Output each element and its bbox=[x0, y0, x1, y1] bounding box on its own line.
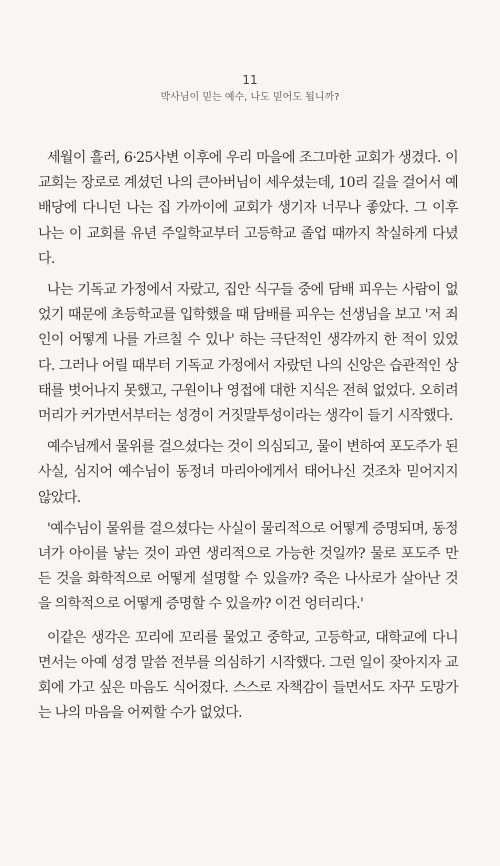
paragraph-4: '예수님이 물위를 걸으셨다는 사실이 물리적으로 어떻게 증명되며, 동정녀가 아이를 낳는 것이 과연 생리적으로 가능한 것일까? 물로 포도주 만든 것을 화학적으로 어떻게 설명할 수 있을까? 죽은 나사로가 살아난 것을 의학적으로 어떻게 증명할 수 있을까? 이건 엉터리다.' bbox=[38, 520, 458, 613]
body-text bbox=[38, 146, 458, 738]
running-title: 박사님이 믿는 예수, 나도 믿어도 됩니까? bbox=[160, 92, 340, 103]
page-number: 11 bbox=[242, 73, 258, 87]
paragraph-1: 세월이 흘러, 6·25사변 이후에 우리 마을에 조그마한 교회가 생겼다. 이 교회는 장로로 계셨던 나의 큰아버님이 세우셨는데, 10리 길을 걸어서 예배당에 다니던 나는 집 가까이에 교회가 생기자 너무나 좋았다. 그 이후 나는 이 교회를 유년 주일학교부터 고등학교 졸업 때까지 착실하게 다녔다. bbox=[38, 150, 458, 267]
paragraph-3: 예수님께서 물위를 걸으셨다는 것이 의심되고, 물이 변하여 포도주가 된 사실, 심지어 예수님이 동정녀 마리아에게서 태어나신 것조차 믿어지지 않았다. bbox=[38, 439, 458, 506]
paragraph-2: 나는 기독교 가정에서 자랐고, 집안 식구들 중에 담배 피우는 사람이 없었기 때문에 초등학교를 입학했을 때 담배를 피우는 선생님을 보고 '저 죄인이 어떻게 나를 가르칠 수 있나' 하는 극단적인 생각까지 한 적이 있었다. 그러나 어릴 때부터 기독교 가정에서 자랐던 나의 신앙은 습관적인 상태를 벗어나지 못했고, 구원이나 영접에 대한 지식은 전혀 없었다. 오히려 머리가 커가면서부터는 성경이 거짓말투성이라는 생각이 들기 시작했다. bbox=[38, 282, 458, 425]
page-header bbox=[0, 72, 500, 106]
paragraph-5: 이같은 생각은 꼬리에 꼬리를 물었고 중학교, 고등학교, 대학교에 다니면서는 아예 성경 말씀 전부를 의심하기 시작했다. 그런 일이 잦아지자 교회에 가고 싶은 마음도 식어졌다. 스스로 자책감이 들면서도 자꾸 도망가는 나의 마음을 어찌할 수가 없었다. bbox=[38, 629, 458, 722]
